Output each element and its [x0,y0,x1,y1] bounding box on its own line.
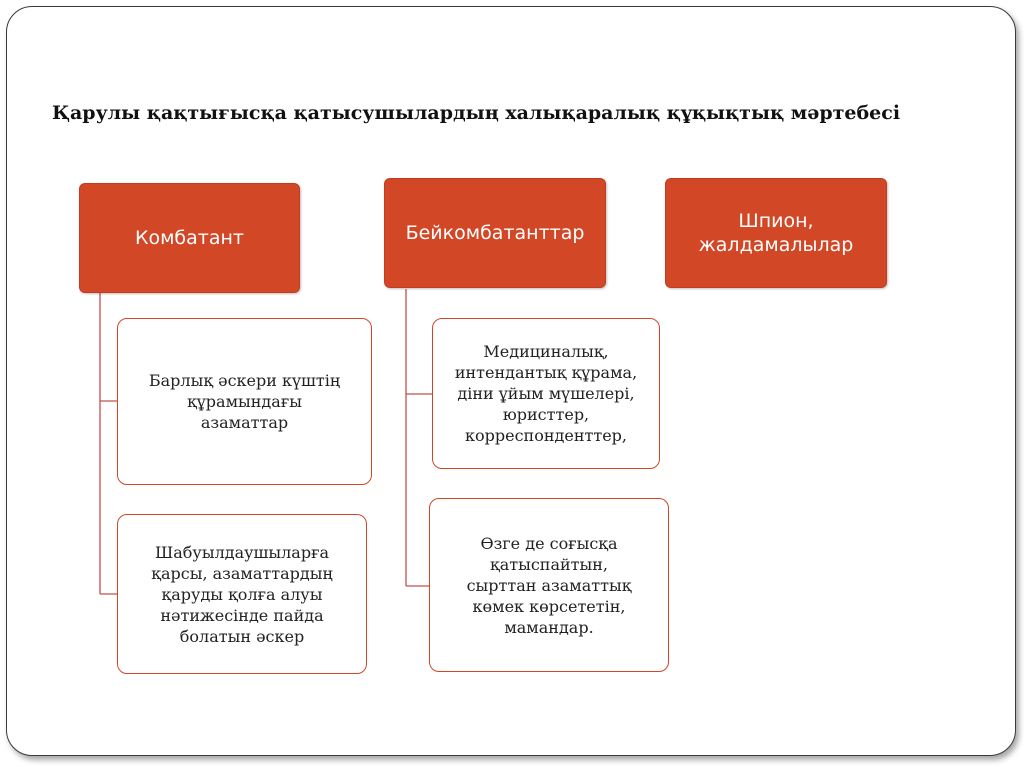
node-shpion [665,178,887,288]
child-kombatant-2-text: Шабуылдаушыларға қарсы, азаматтардың қаруды қолға алуы нәтижесінде пайда болатын әскер [151,542,333,646]
child-beikombatant-1-text: Медициналық, интендантық құрама, діни ұйым мүшелері, юристтер, корреспонденттер, [454,342,638,445]
child-kombatant-1 [117,318,372,485]
child-beikombatant-2-text: Өзге де соғысқа қатыспайтын, сырттан азаматтық көмек көрсететін, мамандар. [466,533,632,637]
node-kombatant-label: Комбатант [134,227,244,249]
node-shpion-label: Шпион, жалдамалылар [698,210,854,256]
child-kombatant-2 [117,514,367,674]
node-beikombatanttar-label: Бейкомбатанттар [405,222,585,244]
node-beikombatanttar [384,178,606,288]
slide-title: Қарулы қақтығысқа қатысушылардың халықаралық құқықтық мәртебесі [52,102,901,124]
child-beikombatant-1 [432,318,660,469]
child-beikombatant-2 [429,498,669,672]
child-kombatant-1-text: Барлық әскери күштің құрамындағы азаматтар [148,371,341,432]
node-kombatant [79,183,300,293]
